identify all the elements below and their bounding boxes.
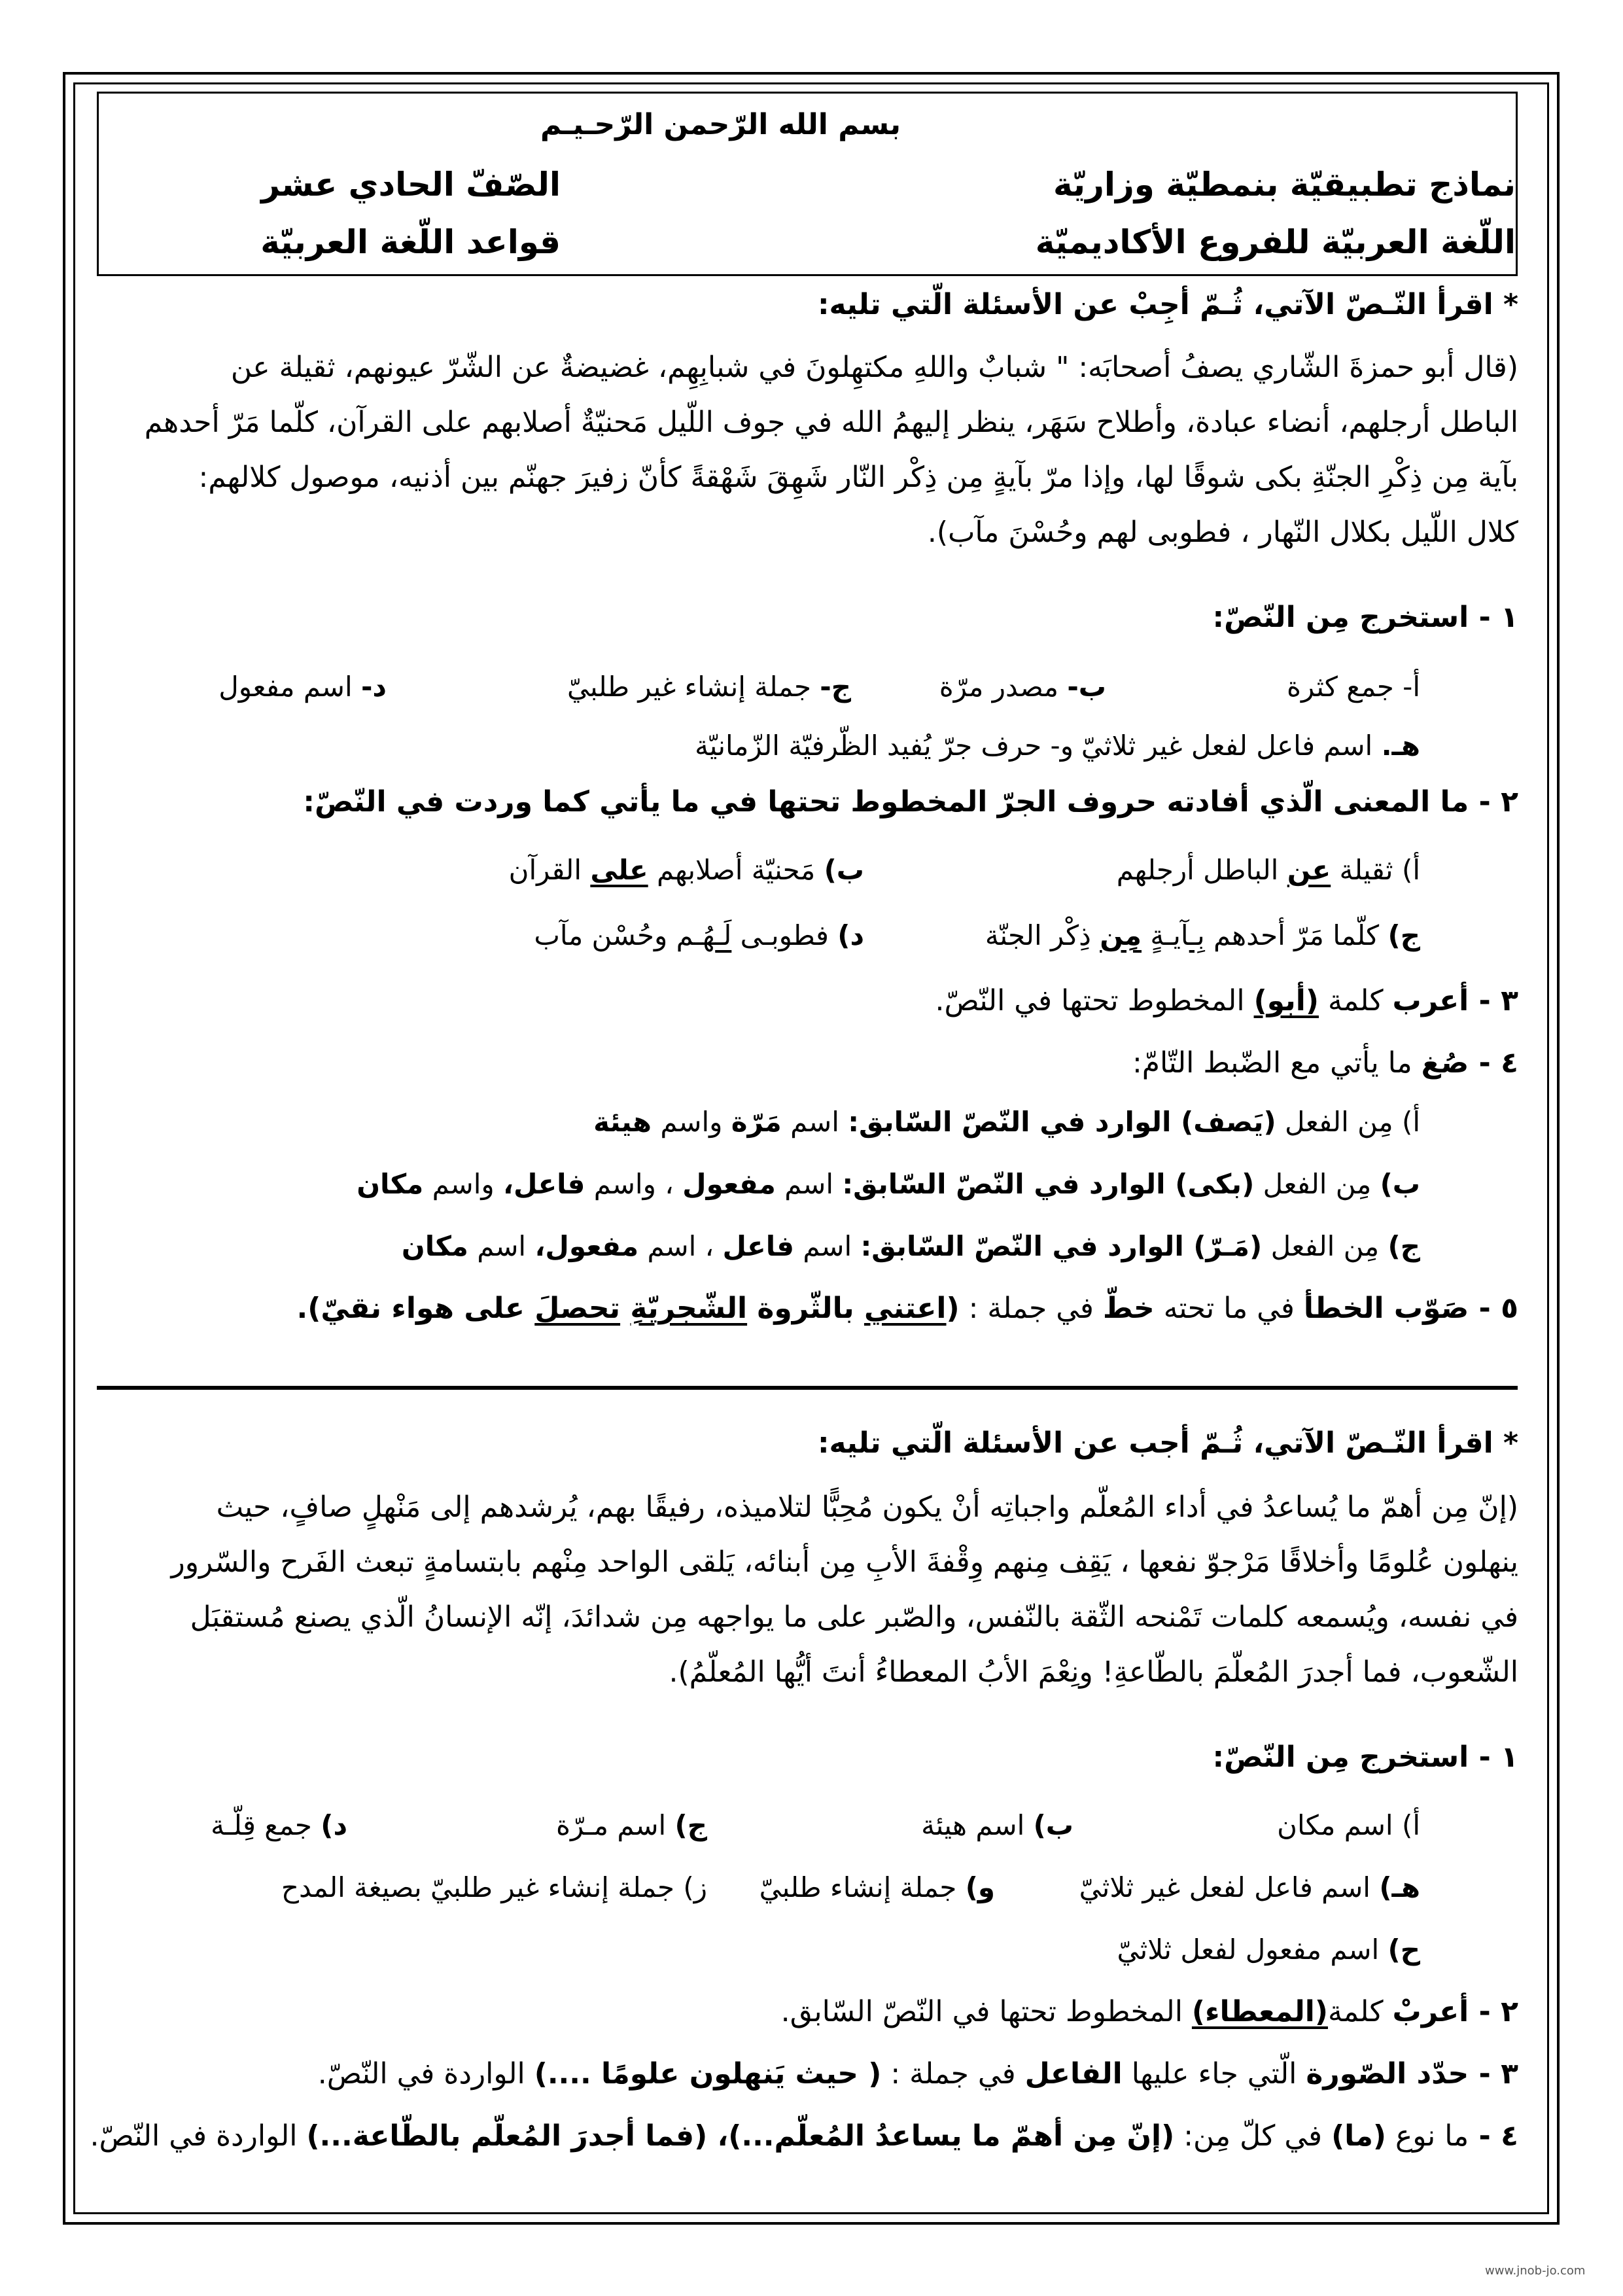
s1-q2-row1	[112, 844, 1518, 896]
s2-q1-row3	[112, 1924, 1518, 1976]
s1-q1-c: ج- جملة إنشاء غير طلبيّ	[567, 671, 851, 703]
s1-q4-b: ب) مِن الفعل (بكى) الوارد في النّصّ السّابق: اسم مفعول ، واسم فاعل، واسم مكان	[357, 1168, 1420, 1200]
passage1-line: الباطل أرجلهم، أنضاء عبادة، وأطلاح سَهَر، ينظر إليهمُ الله في جوف اللّيل مَحنيّةٌ أصلابهم على القرآن، كلّما مَرّ أحدهم	[144, 406, 1518, 439]
s1-q1-title: ١ - استخرج مِن النّصّ:	[1212, 601, 1518, 634]
s1-q2-a: أ) ثقيلة عن الباطل أرجلهم	[1116, 854, 1420, 886]
s2-q1-h: ح) اسم مفعول لفعل ثلاثيّ	[1117, 1934, 1420, 1966]
s2-q1-row1	[112, 1799, 1518, 1852]
s2-q1-b: ب) اسم هيئة	[921, 1809, 1073, 1841]
header-unit: قواعد اللّغة العربيّة	[260, 223, 561, 261]
s1-q1-f: و- حرف جرّ يُفيد الظّرفيّة الزّمانيّة	[695, 730, 1073, 762]
s2-q1-c: ج) اسم مـرّة	[556, 1809, 707, 1841]
header-series-title: نماذج تطبيقيّة بنمطيّة وزاريّة	[1053, 166, 1516, 203]
passage1-line: كلال اللّيل بكلال النّهار ، فطوبى لهم وحُسْنَ مآب).	[927, 516, 1518, 549]
s1-q1-e: هـ. اسم فاعل لفعل غير ثلاثيّ	[1081, 730, 1420, 762]
section2-instruction: * اقرأ النّـصّ الآتي، ثُـمّ أجب عن الأسئلة الّتي تليه:	[817, 1426, 1518, 1460]
section1-instruction: * اقرأ النّـصّ الآتي، ثُـمّ أجِبْ عن الأسئلة الّتي تليه:	[817, 288, 1518, 321]
s1-q4-a: أ) مِن الفعل (يَصف) الوارد في النّصّ السّابق: اسم مَرّة واسم هيئة	[593, 1106, 1420, 1138]
s1-q2-c: ج) كلّما مَرّ أحدهم بِـآيـةٍ مِن ذِكْر الجنّة	[985, 919, 1420, 951]
s2-q3: ٣ - حدّد الصّورة الّتي جاء عليها الفاعل في جملة : ( حيث يَنهلون علومًا ....) الواردة في النّصّ.	[317, 2057, 1518, 2091]
s2-q1-d: د) جمع قِلّـة	[211, 1809, 347, 1841]
s2-q1-e: هـ) اسم فاعل لفعل غير ثلاثيّ	[1079, 1871, 1420, 1903]
passage1-line: (قال أبو حمزةَ الشّاري يصفُ أصحابَه: " شبابٌ واللهِ مكتهِلونَ في شبابِهِم، غضيضةٌ عن الشّرّ عيونهم، ثقيلة عن	[230, 351, 1518, 384]
s1-q1-row1	[112, 661, 1518, 713]
s2-q4: ٤ - ما نوع (ما) في كلّ مِن: (إنّ مِن أهمّ ما يساعدُ المُعلّم...)، (فما أجدرَ المُعلّم بالطّاعة...) الواردة في النّصّ.	[90, 2119, 1518, 2153]
section2-passage	[112, 1480, 1518, 1700]
s2-q1-row2	[112, 1862, 1518, 1914]
s1-q1-a: أ- جمع كثرة	[1287, 671, 1420, 703]
s2-q1-a: أ) اسم مكان	[1277, 1809, 1420, 1841]
basmala: بسم الله الرّحمن الرّحـيـم	[540, 108, 901, 141]
s2-q1-f: و) جملة إنشاء طلبيّ	[759, 1871, 995, 1903]
s1-q2-title: ٢ - ما المعنى الّذي أفادته حروف الجرّ المخطوط تحتها في ما يأتي كما وردت في النّصّ:	[303, 785, 1518, 819]
passage2-line: (إنّ مِن أهمّ ما يُساعدُ في أداء المُعلّم واجباتِه أنْ يكون مُحِبًّا لتلاميذه، رفيقًا بهم، يُرشدهم إلى مَنْهلٍ صافٍ، حيث	[216, 1491, 1518, 1524]
site-watermark: www.jnob-jo.com	[1485, 2264, 1586, 2278]
s1-q4: ٤ - صُغ ما يأتي مع الضّبط التّامّ:	[1132, 1046, 1518, 1080]
s1-q1-d: د- اسم مفعول	[218, 671, 387, 703]
section-divider	[97, 1386, 1518, 1390]
s1-q3: ٣ - أعرب كلمة (أبو) المخطوط تحتها في النّصّ.	[935, 984, 1518, 1017]
s1-q4-c: ج) مِن الفعل (مَـرّ) الوارد في النّصّ السّابق: اسم فاعل ، اسم مفعول، اسم مكان	[401, 1230, 1420, 1262]
s1-q2-row2	[112, 910, 1518, 962]
s1-q1-row2	[112, 720, 1518, 772]
header-box	[97, 92, 1518, 276]
s1-q2-d: د) فطوبـى لَـهُـم وحُسْن مآب	[534, 919, 864, 951]
header-subject-title: اللّغة العربيّة للفروع الأكاديميّة	[1035, 223, 1516, 261]
section1-passage	[112, 340, 1518, 560]
s1-q2-b: ب) مَحنيّة أصلابهم على القرآن	[508, 854, 864, 886]
header-grade: الصّفّ الحادي عشر	[261, 166, 561, 203]
s1-q5: ٥ - صَوّب الخطأ في ما تحته خطّ في جملة : (اعتني بالثّروة الشّجريّةِ تحصلَ على هواء نقيّ).	[296, 1292, 1518, 1325]
passage2-line: الشّعوب، فما أجدرَ المُعلّمَ بالطّاعةِ! ونِعْمَ الأبُ المعطاءُ أنتَ أيُّها المُعلّمُ).	[669, 1655, 1518, 1689]
s2-q1-g: ز) جملة إنشاء غير طلبيّ بصيغة المدح	[281, 1871, 707, 1903]
passage1-line: بآية مِن ذِكْرِ الجنّةِ بكى شوقًا لها، وإذا مرّ بآيةٍ مِن ذِكْر النّار شَهِقَ شَهْقةً كأنّ زفيرَ جهنّم بين أذنيه، موصول كلالهم:	[198, 461, 1518, 494]
s2-q1-title: ١ - استخرج مِن النّصّ:	[1212, 1740, 1518, 1774]
s2-q2: ٢ - أعربْ كلمة(المعطاء) المخطوط تحتها في النّصّ السّابق.	[780, 1995, 1518, 2028]
s1-q1-b: ب- مصدر مرّة	[939, 671, 1106, 703]
passage2-line: في نفسه، ويُسمعه كلمات تَمْنحه الثّقة بالنّفس، والصّبر على ما يواجهه مِن شدائدَ، إنّه الإنسانُ الّذي يصنع مُستقبَل	[190, 1600, 1518, 1634]
passage2-line: ينهلون عُلومًا وأخلاقًا مَرْجوّ نفعها ، يَقِف مِنهم وِقْفةَ الأبِ مِن أبنائه، يَلقى الواحد مِنْهم بابتسامةٍ تبعث الفَرح والسّرور	[171, 1545, 1518, 1579]
